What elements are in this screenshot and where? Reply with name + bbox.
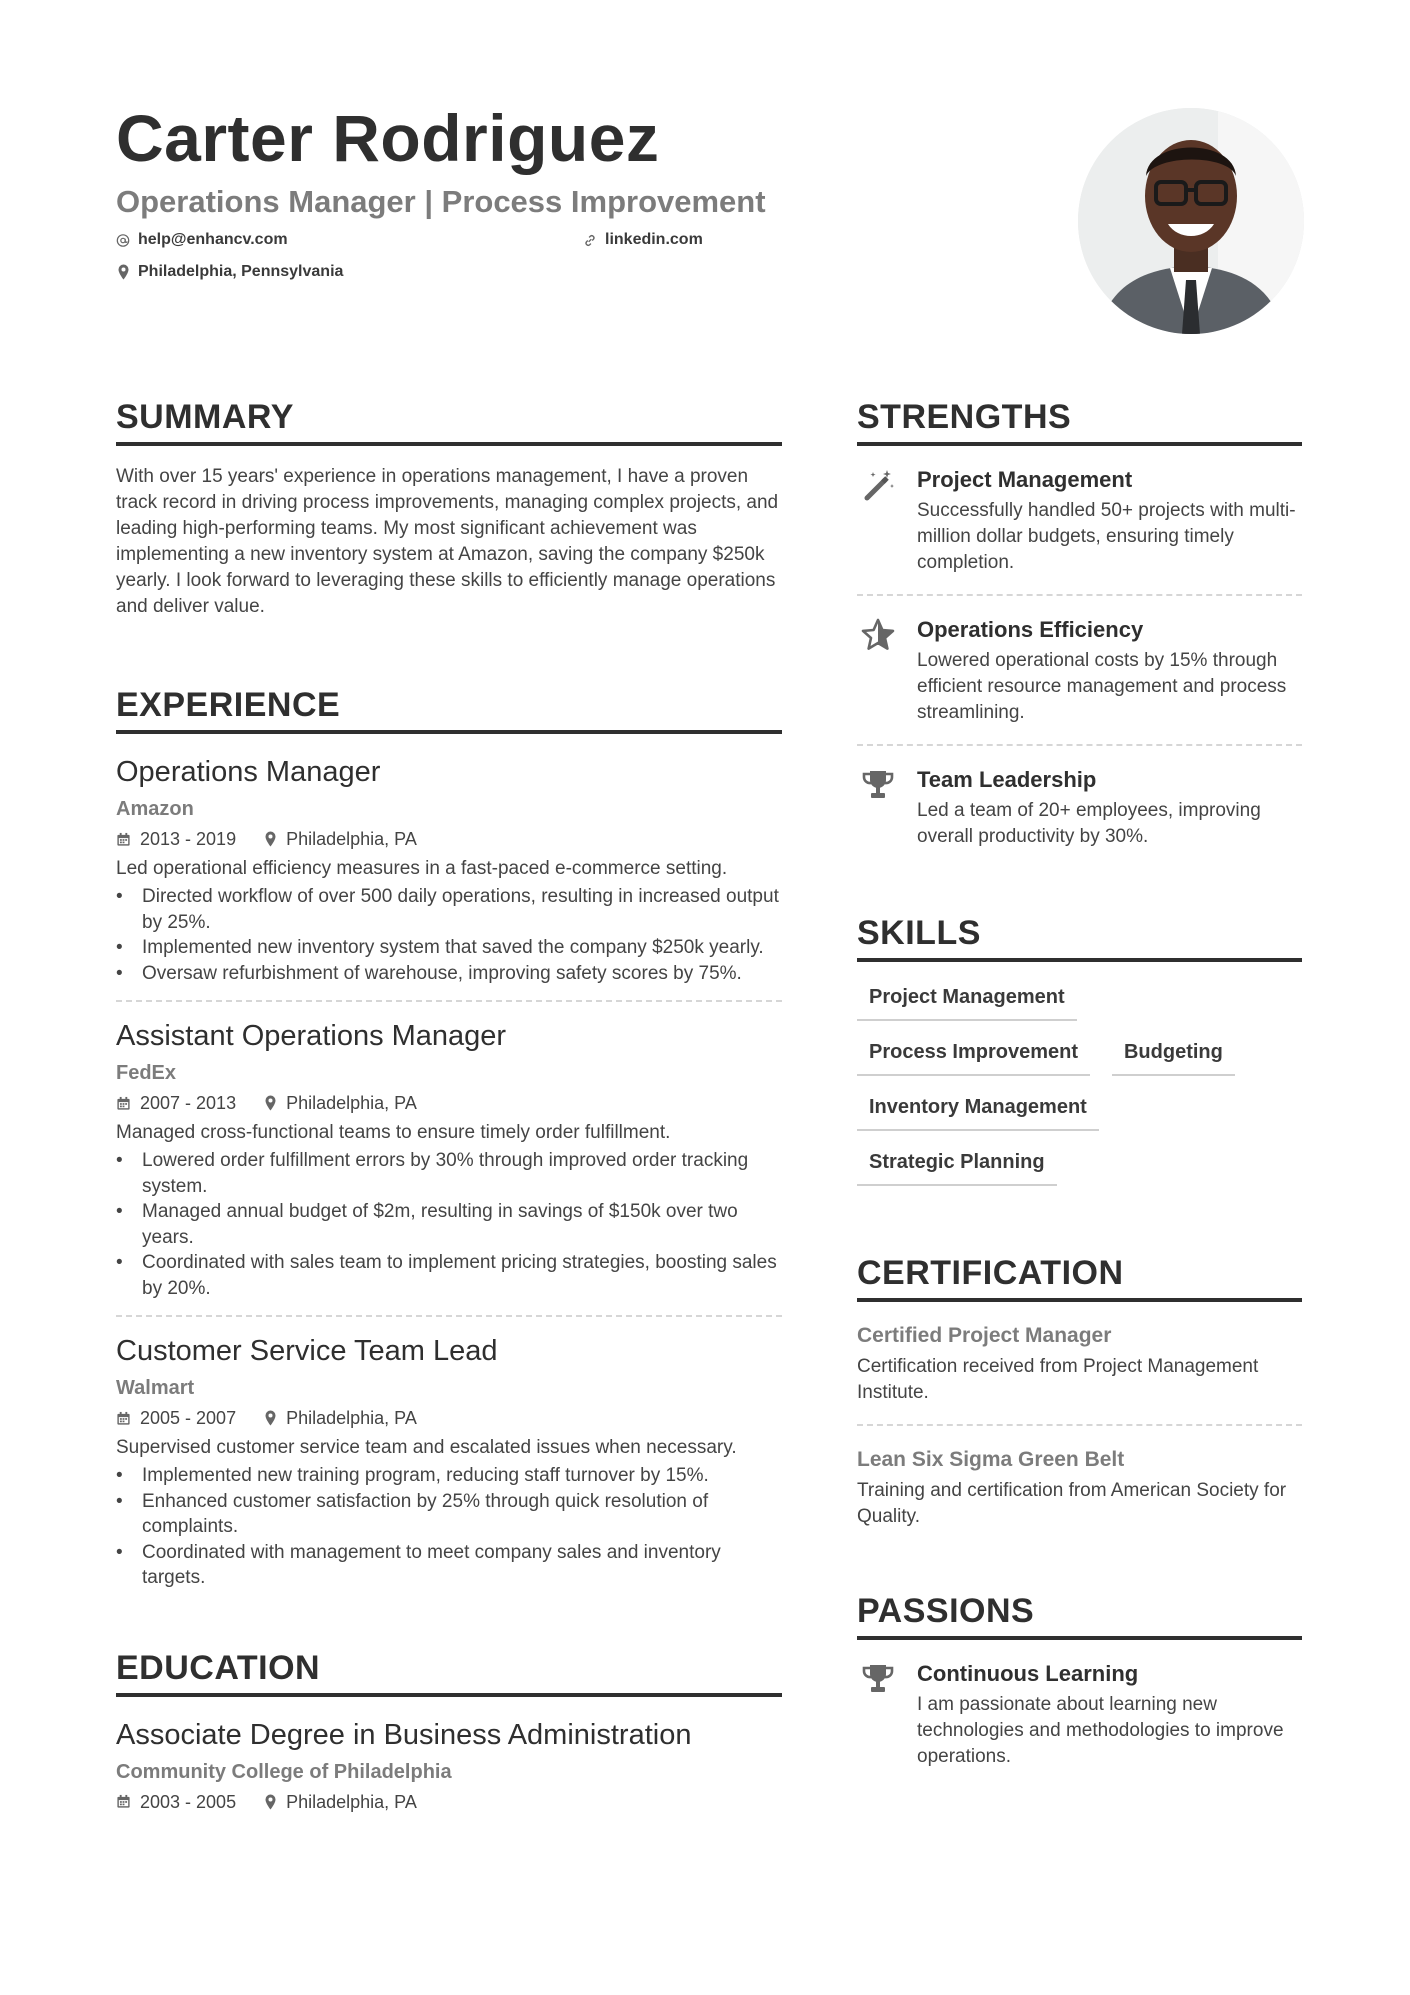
strength-title: Project Management — [917, 467, 1133, 492]
skills-heading: SKILLS — [857, 912, 1302, 962]
strengths-heading: STRENGTHS — [857, 396, 1302, 446]
strength-description: Led a team of 20+ employees, improving overall productivity by 30%. — [917, 800, 1261, 847]
strength-item — [857, 746, 1302, 868]
job-location — [264, 1405, 417, 1431]
company-name: Amazon — [116, 798, 194, 820]
trophy-icon — [857, 1660, 899, 1770]
passion-item — [857, 1640, 1302, 1788]
passion-title: Continuous Learning — [917, 1661, 1139, 1686]
education-location-text: Philadelphia, PA — [286, 1791, 417, 1812]
job-dates-text: 2013 - 2019 — [140, 829, 237, 849]
calendar-icon — [116, 1794, 131, 1809]
job-bullet: • Managed annual budget of $2m, resulting in savings of $150k over two years. — [116, 1199, 782, 1250]
job-meta — [116, 826, 782, 852]
strength-item — [857, 446, 1302, 596]
skill-tag: Process Improvement — [857, 1035, 1090, 1076]
job-description: Led operational efficiency measures in a fast-paced e-commerce setting. — [116, 858, 728, 879]
calendar-icon — [116, 1411, 131, 1426]
job-bullets — [116, 884, 782, 986]
strengths-section — [857, 396, 1302, 868]
job-meta — [116, 1405, 782, 1431]
star-icon — [857, 616, 899, 726]
skill-tag: Inventory Management — [857, 1090, 1099, 1131]
link-icon — [583, 233, 597, 247]
strength-description: Lowered operational costs by 15% through efficient resource management and process streamlining. — [917, 650, 1287, 723]
education-meta — [116, 1789, 782, 1815]
education-location — [264, 1789, 417, 1815]
certification-section — [857, 1252, 1302, 1548]
job-location — [264, 826, 417, 852]
certification-item — [857, 1426, 1302, 1548]
job-bullets — [116, 1463, 782, 1591]
education-dates — [116, 1789, 236, 1815]
job-bullet: • Directed workflow of over 500 daily operations, resulting in increased output by 25%. — [116, 884, 782, 935]
degree-title: Associate Degree in Business Administration — [116, 1718, 692, 1751]
passions-section — [857, 1590, 1302, 1788]
location-pin-icon — [264, 831, 277, 847]
location-pin-icon — [116, 265, 130, 279]
company-name: Walmart — [116, 1377, 195, 1399]
education-entry — [116, 1717, 782, 1829]
passions-heading: PASSIONS — [857, 1590, 1302, 1640]
right-column — [857, 396, 1302, 1788]
job-location-text: Philadelphia, PA — [286, 1093, 417, 1113]
contact-email-text: help@enhancv.com — [138, 231, 288, 248]
left-column — [116, 396, 782, 1829]
job-title: Operations Manager — [116, 756, 381, 788]
strength-title: Operations Efficiency — [917, 617, 1144, 642]
education-section — [116, 1647, 782, 1829]
contact-linkedin[interactable] — [583, 231, 703, 249]
calendar-icon — [116, 832, 131, 847]
contact-linkedin-text: linkedin.com — [605, 231, 703, 248]
certification-description: Training and certification from American Society for Quality. — [857, 1480, 1287, 1527]
job-bullet: • Implemented new training program, reducing staff turnover by 15%. — [116, 1463, 782, 1489]
job-description: Supervised customer service team and escalated issues when necessary. — [116, 1437, 737, 1458]
job-dates-text: 2005 - 2007 — [140, 1408, 237, 1428]
certification-heading: CERTIFICATION — [857, 1252, 1302, 1302]
experience-section — [116, 684, 782, 1605]
location-pin-icon — [264, 1095, 277, 1111]
job-bullet: • Oversaw refurbishment of warehouse, improving safety scores by 75%. — [116, 961, 782, 987]
strength-description: Successfully handled 50+ projects with multi-million dollar budgets, ensuring timely completion. — [917, 500, 1296, 573]
calendar-icon — [116, 1096, 131, 1111]
job-location-text: Philadelphia, PA — [286, 1408, 417, 1428]
job-dates — [116, 826, 236, 852]
skills-list — [857, 980, 1302, 1200]
school-name: Community College of Philadelphia — [116, 1760, 452, 1783]
job-bullets — [116, 1148, 782, 1301]
certification-title: Lean Six Sigma Green Belt — [857, 1448, 1125, 1471]
contact-email[interactable] — [116, 231, 288, 249]
skill-tag: Project Management — [857, 980, 1077, 1021]
job-location — [264, 1090, 417, 1116]
job-description: Managed cross-functional teams to ensure timely order fulfillment. — [116, 1122, 671, 1143]
contact-location — [116, 263, 343, 281]
summary-section — [116, 396, 782, 620]
experience-heading: EXPERIENCE — [116, 684, 782, 734]
experience-entry — [116, 1333, 782, 1605]
skill-tag: Strategic Planning — [857, 1145, 1057, 1186]
at-icon — [116, 233, 130, 247]
job-dates-text: 2007 - 2013 — [140, 1093, 237, 1113]
certification-title: Certified Project Manager — [857, 1324, 1112, 1347]
location-pin-icon — [264, 1794, 277, 1810]
job-title: Customer Service Team Lead — [116, 1335, 498, 1367]
experience-entry — [116, 754, 782, 1002]
job-title: Assistant Operations Manager — [116, 1020, 507, 1052]
strength-item — [857, 596, 1302, 746]
magic-wand-icon — [857, 466, 899, 576]
education-heading: EDUCATION — [116, 1647, 782, 1697]
company-name: FedEx — [116, 1062, 177, 1084]
job-meta — [116, 1090, 782, 1116]
job-bullet: • Coordinated with sales team to implement pricing strategies, boosting sales by 20%. — [116, 1250, 782, 1301]
contact-location-text: Philadelphia, Pennsylvania — [138, 263, 344, 280]
job-dates — [116, 1405, 236, 1431]
candidate-name: Carter Rodriguez — [116, 101, 660, 175]
profile-photo — [1078, 108, 1304, 334]
skill-tag: Budgeting — [1112, 1035, 1235, 1076]
education-dates-text: 2003 - 2005 — [140, 1791, 237, 1812]
job-bullet: • Lowered order fulfillment errors by 30% through improved order tracking system. — [116, 1148, 782, 1199]
job-location-text: Philadelphia, PA — [286, 829, 417, 849]
job-bullet: • Implemented new inventory system that saved the company $250k yearly. — [116, 935, 782, 961]
candidate-headline: Operations Manager | Process Improvement — [116, 184, 766, 219]
strength-title: Team Leadership — [917, 767, 1097, 792]
passion-description: I am passionate about learning new technologies and methodologies to improve operations. — [917, 1694, 1284, 1767]
experience-entry — [116, 1018, 782, 1317]
location-pin-icon — [264, 1410, 277, 1426]
skills-section — [857, 912, 1302, 1200]
trophy-icon — [857, 766, 899, 850]
summary-text: With over 15 years' experience in operations management, I have a proven track record in driving process improvements, managing complex projects, and leading high-performing teams. My most significant achievement was implementing a new inventory system at Amazon, saving the company $250k yearly. I look forward to leveraging these skills to efficiently manage operations and deliver value. — [116, 466, 779, 617]
job-bullet: • Enhanced customer satisfaction by 25% through quick resolution of complaints. — [116, 1489, 782, 1540]
certification-description: Certification received from Project Management Institute. — [857, 1356, 1259, 1403]
certification-item — [857, 1302, 1302, 1426]
summary-heading: SUMMARY — [116, 396, 782, 446]
job-dates — [116, 1090, 236, 1116]
job-bullet: • Coordinated with management to meet company sales and inventory targets. — [116, 1540, 782, 1591]
